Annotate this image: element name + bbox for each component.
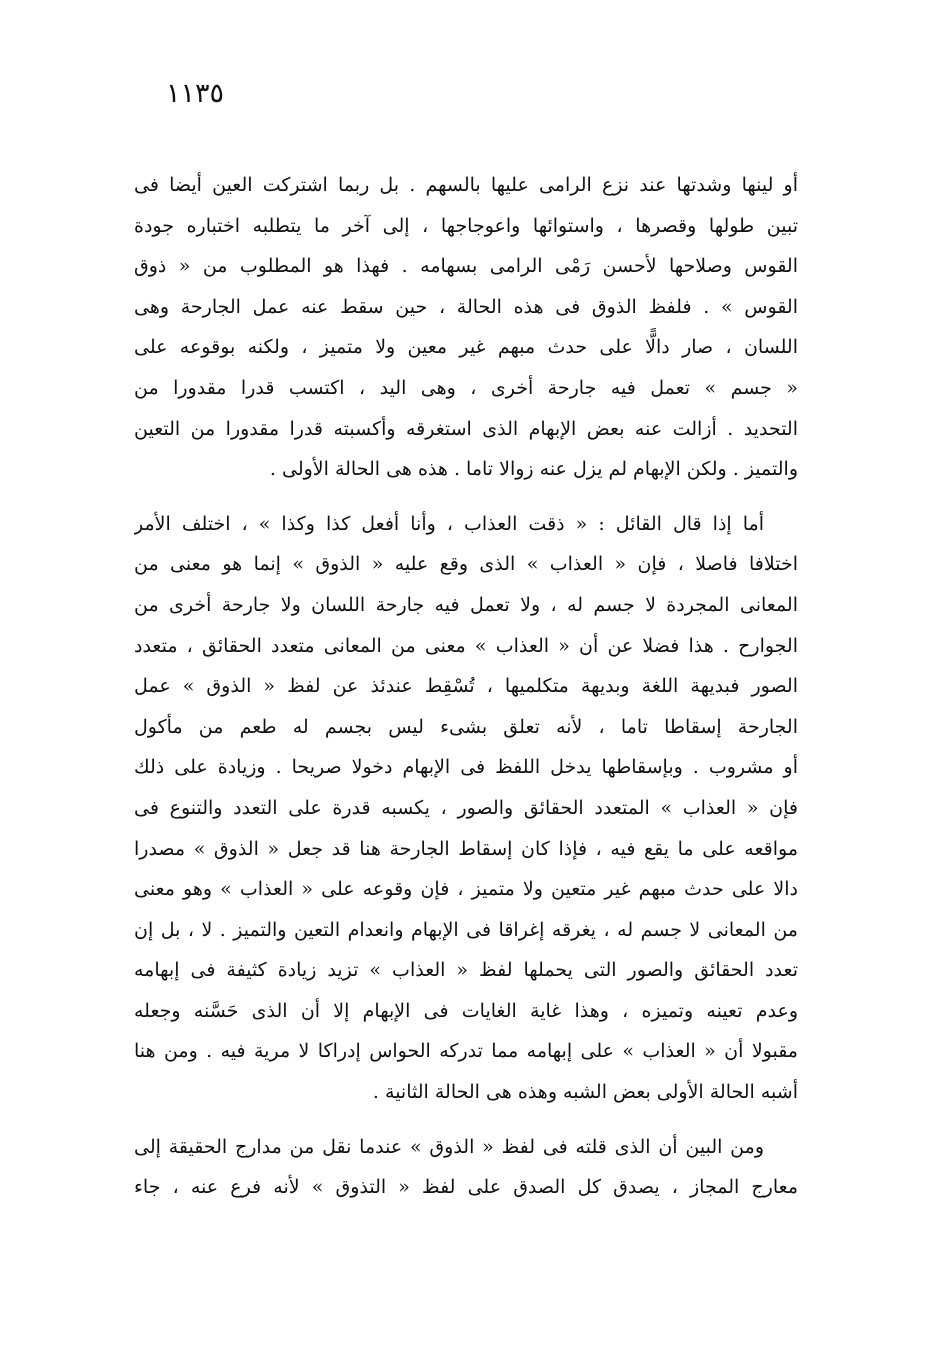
text-line: التحديد . أزالت عنه بعض الإبهام الذى استغرقه وأكسبته قدرا مقدورا من التعين — [134, 417, 798, 440]
text-line: القوس » . فلفظ الذوق فى هذه الحالة ، حين سقط عنه عمل الجارحة وهى — [134, 295, 798, 318]
text-line: تبين طولها وقصرها ، واستوائها واعوجاجها ، إلى آخر ما يتطلبه اختباره جودة — [134, 214, 798, 237]
text-line: المعانى المجردة لا جسم له ، ولا تعمل فيه جارحة اللسان ولا جارحة أخرى من — [134, 593, 798, 616]
paragraph-1 — [134, 165, 798, 490]
text-line: معارج المجاز ، يصدق كل الصدق على لفظ « التذوق » لأنه فرع عنه ، جاء — [134, 1176, 798, 1199]
page-number: ١١٣٥ — [166, 78, 225, 109]
text-line: من المعانى لا جسم له ، يغرقه إغراقا فى الإبهام وانعدام التعين والتميز . لا ، بل إن — [134, 918, 798, 941]
text-line: دالا على حدث مبهم غير متعين ولا متميز ، فإن وقوعه على « العذاب » وهو معنى — [134, 878, 798, 901]
paragraph-2 — [134, 504, 798, 1113]
text-line: مواقعه على ما يقع فيه ، فإذا كان إسقاط الجارحة هنا قد جعل « الذوق » مصدرا — [134, 837, 798, 860]
text-line: القوس وصلاحها لأحسن رَمْى الرامى بسهامه . فهذا هو المطلوب من « ذوق — [134, 255, 798, 278]
text-line: مقبولا أن « العذاب » على إبهامه مما تدركه الحواس إدراكا لا مرية فيه . ومن هنا — [134, 1040, 798, 1063]
text-line: أما إذا قال القائل : « ذقت العذاب ، وأنا أفعل كذا وكذا » ، اختلف الأمر — [134, 512, 764, 535]
body-text — [134, 165, 798, 1208]
paragraph-gap — [134, 1113, 798, 1127]
text-line: الجوارح . هذا فضلا عن أن « العذاب » معنى من المعانى متعدد الحقائق ، متعدد — [134, 634, 798, 657]
text-line: أو لينها وشدتها عند نزع الرامى عليها بالسهم . بل ربما اشتركت العين أيضا فى — [134, 174, 798, 196]
text-line: « جسم » تعمل فيه جارحة أخرى ، وهى اليد ، اكتسب قدرا مقدورا من — [134, 376, 798, 399]
text-line: فإن « العذاب » المتعدد الحقائق والصور ، يكسبه قدرة على التعدد والتنوع فى — [134, 796, 798, 819]
text-line: تعدد الحقائق والصور التى يحملها لفظ « العذاب » تزيد زيادة كثيفة فى إبهامه — [134, 959, 798, 982]
text-line: والتميز . ولكن الإبهام لم يزل عنه زوالا تاما . هذه هى الحالة الأولى . — [269, 458, 798, 481]
text-line: الجارحة إسقاطا تاما ، لأنه تعلق بشىء ليس بجسم له طعم من مأكول — [134, 715, 798, 738]
text-line: وعدم تعينه وتميزه ، وهذا غاية الغايات فى الإبهام إلا أن الذى حَسَّنه وجعله — [134, 999, 798, 1022]
text-line: اختلافا فاصلا ، فإن « العذاب » الذى وقع عليه « الذوق » إنما هو معنى من — [134, 553, 798, 576]
text-line: ومن البين أن الذى قلته فى لفظ « الذوق » عندما نقل من مدارج الحقيقة إلى — [134, 1135, 764, 1158]
text-line: أشبه الحالة الأولى بعض الشبه وهذه هى الحالة الثانية . — [372, 1081, 798, 1104]
paragraph-gap — [134, 490, 798, 504]
paragraph-3 — [134, 1127, 798, 1208]
text-line: أو مشروب . وبإسقاطها يدخل اللفظ فى الإبهام دخولا صريحا . وزيادة على ذلك — [134, 756, 798, 779]
text-line: اللسان ، صار دالًّا على حدث مبهم غير معين ولا متميز ، ولكنه بوقوعه على — [134, 336, 798, 359]
text-line: الصور فبديهة اللغة وبديهة متكلميها ، تُسْقِط عندئذ عن لفظ « الذوق » عمل — [134, 675, 798, 698]
